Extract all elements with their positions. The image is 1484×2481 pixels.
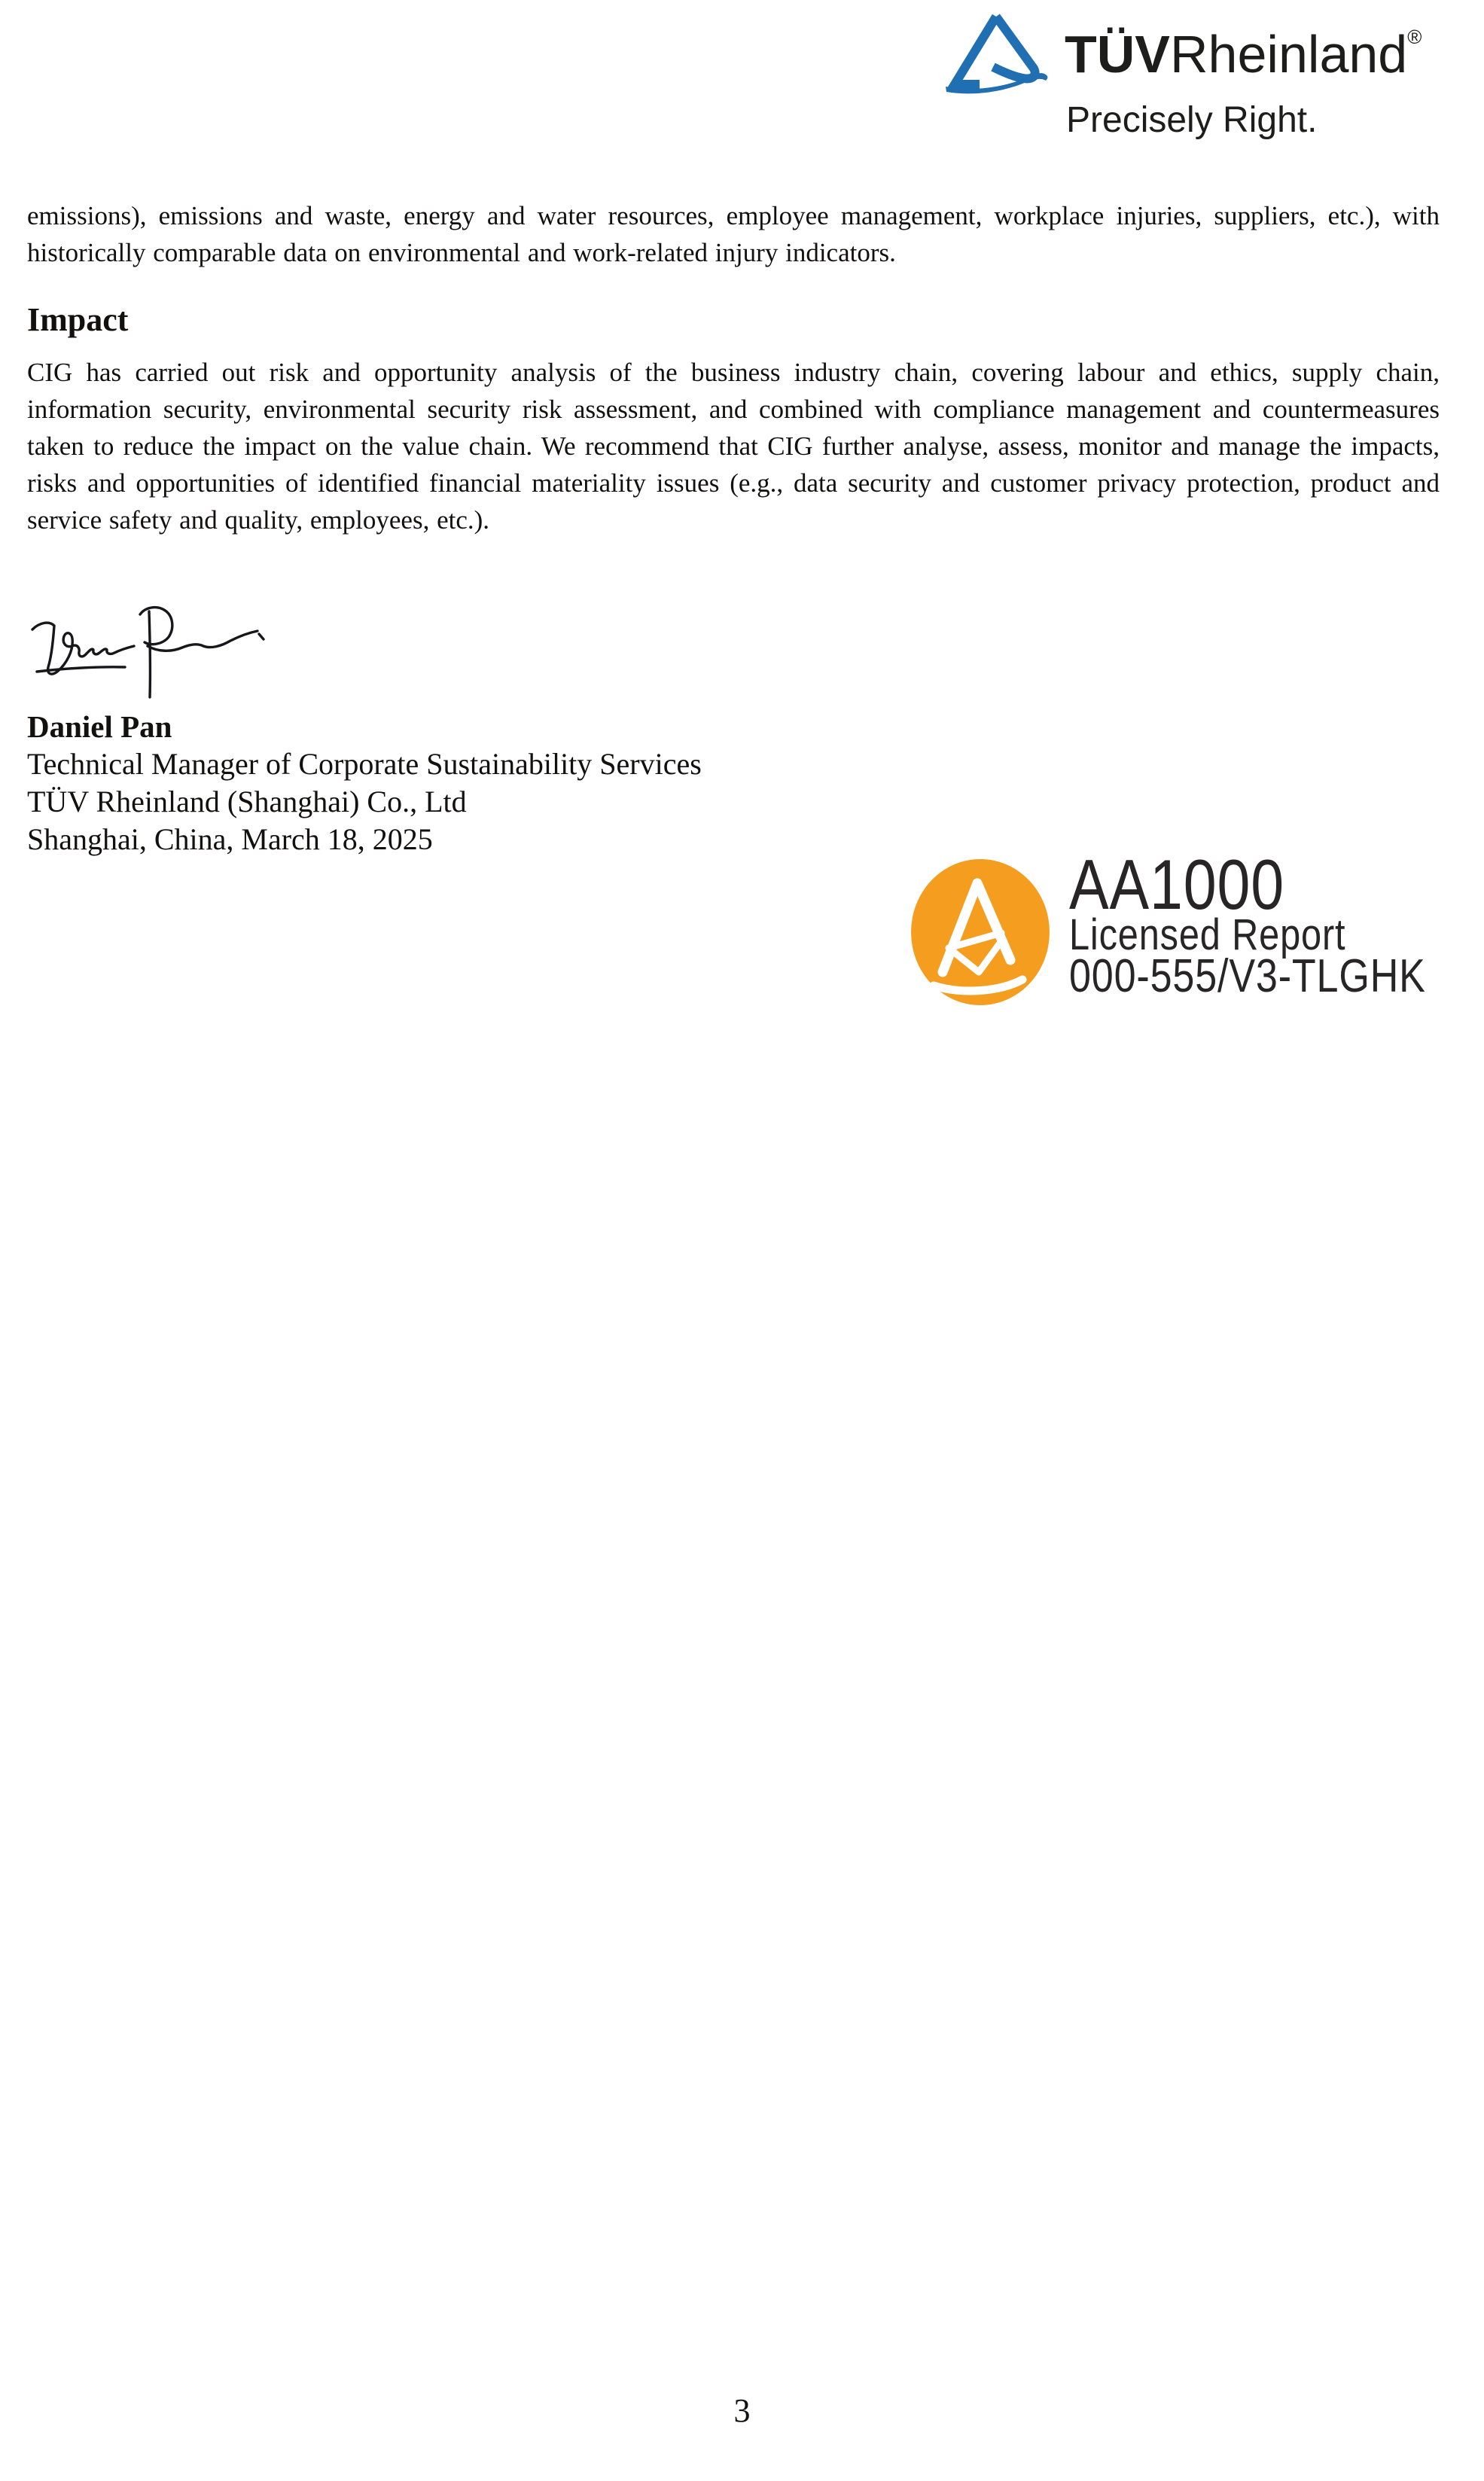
signatory-title: Technical Manager of Corporate Sustainability Services — [27, 747, 702, 781]
tuv-wordmark-regular: Rheinland — [1170, 25, 1408, 84]
tuv-rheinland-logo — [943, 8, 1440, 140]
signatory-name: Daniel Pan — [27, 709, 172, 744]
tuv-triangle-icon — [943, 10, 1049, 94]
tuv-tagline: Precisely Right. — [1066, 100, 1318, 140]
tuv-wordmark-bold: TÜV — [1065, 25, 1170, 84]
aa1000-seal-icon — [910, 858, 1051, 1007]
tuv-wordmark — [1065, 25, 1422, 84]
impact-heading: Impact — [27, 301, 129, 338]
impact-paragraph: CIG has carried out risk and opportunity analysis of the business industry chain, covering labour and ethics, supply chain, information security, environmental security risk assessment, and combined with compliance management and countermeasures taken to reduce the impact on the value chain. We recommend that CIG further analyse, assess, monitor and manage the impacts, risks and opportunities of identified financial materiality issues (e.g., data security and customer privacy protection, product and service safety and quality, employees, etc.). — [27, 358, 1440, 535]
registered-trademark-symbol: ® — [1407, 26, 1422, 48]
aa1000-licence-number: 000-555/V3-TLGHK — [1069, 950, 1426, 1002]
signatory-block — [27, 708, 855, 858]
signatory-company: TÜV Rheinland (Shanghai) Co., Ltd — [27, 785, 467, 818]
aa1000-title: AA1000 — [1069, 845, 1285, 924]
intro-paragraph: emissions), emissions and waste, energy and water resources, employee management, workplace injuries, suppliers, etc.), with historically comparable data on environmental and work-related injury indicators. — [27, 201, 1440, 267]
aa1000-subtitle: Licensed Report — [1069, 910, 1346, 959]
signature-handwriting — [29, 601, 277, 706]
signatory-place-date: Shanghai, China, March 18, 2025 — [27, 822, 433, 856]
page-number: 3 — [733, 2392, 751, 2429]
